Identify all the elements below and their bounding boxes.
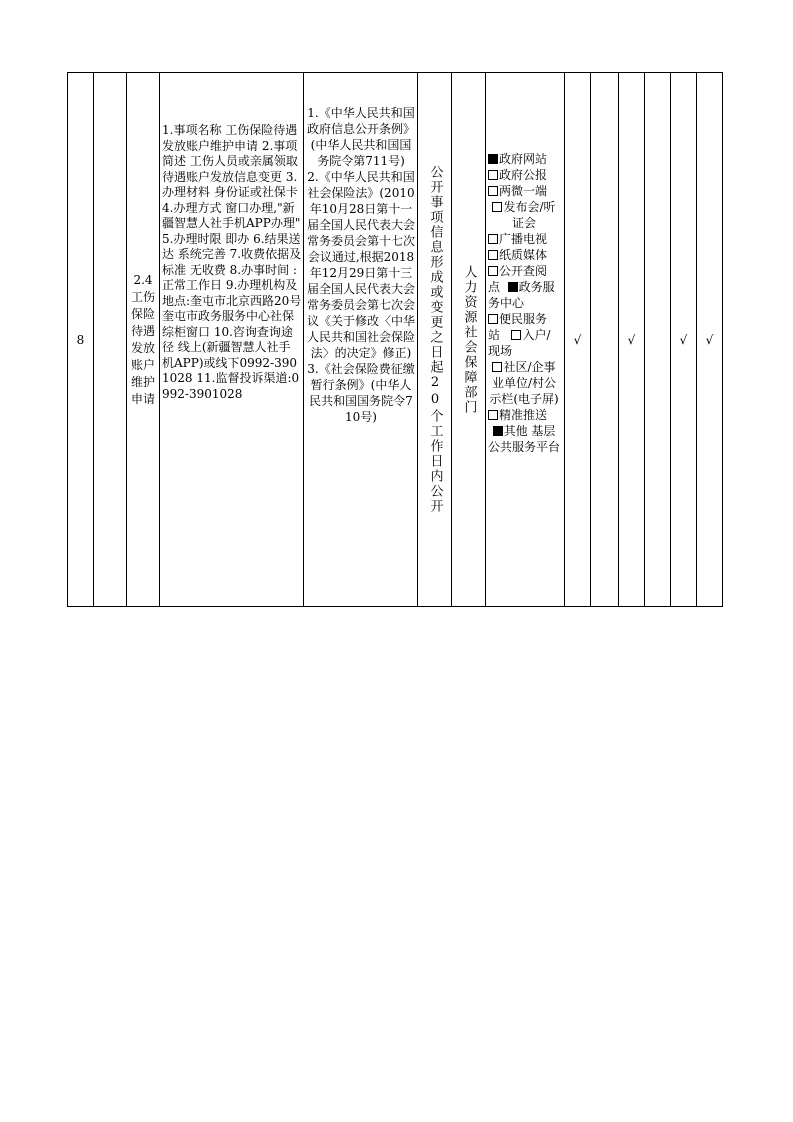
basis-text: 1.《中华人民共和国政府信息公开条例》(中华人民共和国国务院令第711号) 2.《中华人民共和国社会保险法》(2010年10月28日第十一届全国人民代表大会常务委员会第十七次会议通过,根据2018年12月29日第十三届全国人民代表大会常务委员会第七次会议《关于修改〈中华人民共和国社会保险法〉的决定》修正) 3.《社会保险费征缴暂行条例》(中华人民共和国国务院令710号) [306,106,415,424]
channel-item [488,151,564,167]
channel-label: 社区/企事业单位/村公示栏(电子屏) [489,360,559,406]
channel-item [488,199,560,231]
col-line [303,72,304,607]
check-mark: √ [679,332,688,347]
time-limit-cell [418,73,451,606]
content-text: 1.事项名称 工伤保险待遇发放账户维护申请 2.事项简述 工伤人员或亲属领取待遇账户发放信息变更 3.办理材料 身份证或社保卡4.办理方式 窗口办理,"新疆智慧人社手机APP办理" 5.办理时限 即办 6.结果送达 系统完善 7.收费依据及标准 无收费 8.办事时间 :正常工作日 9.办理机构及地点:奎屯市北京西路20号奎屯市政务服务中心社保综柜窗口 10.咨询查询途径 线上(新疆智慧人社手机APP)或线下0992-3901028 11.监督投诉渠道:0992-3901028 [162,123,302,401]
table-bottom-border [67,606,723,607]
row-number [68,73,93,606]
channel-item [488,311,562,359]
channel-label: 便民服务站 [488,312,548,342]
channel-label: 入户/现场 [488,328,551,358]
channel-item [488,167,564,183]
col-line [485,72,486,607]
time-limit-text: 公开事项信息形成或变更之日起20个工作日内公开 [427,165,443,514]
channel-label: 公开查阅点 [488,264,548,294]
col-line [722,72,723,607]
channel-label: 政府网站 [499,152,548,166]
channel-item [488,183,564,199]
channel-label: 政府公报 [499,168,548,182]
channel-label: 两微一端 [499,184,548,198]
content-cell [162,123,302,583]
check-mark: √ [573,332,582,347]
checkbox-icon [511,330,521,340]
checkbox-icon [492,362,502,372]
checkbox-icon [488,314,498,324]
mark-cell [697,73,722,606]
channel-item [488,407,564,423]
checkbox-icon [488,410,498,420]
checkbox-icon [492,202,502,212]
checkbox-icon [488,154,498,164]
channels-list [488,151,564,455]
check-mark: √ [627,332,636,347]
checkbox-icon [488,170,498,180]
mark-cell [645,73,670,606]
check-mark: √ [705,332,714,347]
channel-label: 其他 基层公共服务平台 [488,424,561,454]
channel-item [488,423,560,455]
department-text: 人力资源社会保障部门 [461,264,477,415]
item-label-cell [127,73,159,606]
checkbox-icon [488,266,498,276]
col-line [159,72,160,607]
channel-item [488,359,560,407]
checkbox-icon [508,282,518,292]
mark-cell [619,73,644,606]
item-label: 2.4工伤保险待遇发放账户维护申请 [130,272,155,406]
checkbox-icon [488,186,498,196]
mark-cell [591,73,618,606]
mark-cell [565,73,590,606]
channel-item [488,231,564,247]
col-line [93,72,94,607]
channel-item [488,263,562,311]
channel-item [488,247,564,263]
channel-label: 发布会/听证会 [503,200,556,230]
row-number-text: 8 [76,332,85,347]
channel-label: 广播电视 [499,232,548,246]
channels-cell [488,151,564,531]
channel-label: 精准推送 [499,408,548,422]
channel-label: 政务服务中心 [488,280,555,310]
basis-cell [306,105,416,585]
checkbox-icon [488,250,498,260]
channel-label: 纸质媒体 [499,248,548,262]
department-cell [452,73,485,606]
mark-cell [671,73,696,606]
checkbox-icon [493,426,503,436]
checkbox-icon [488,234,498,244]
